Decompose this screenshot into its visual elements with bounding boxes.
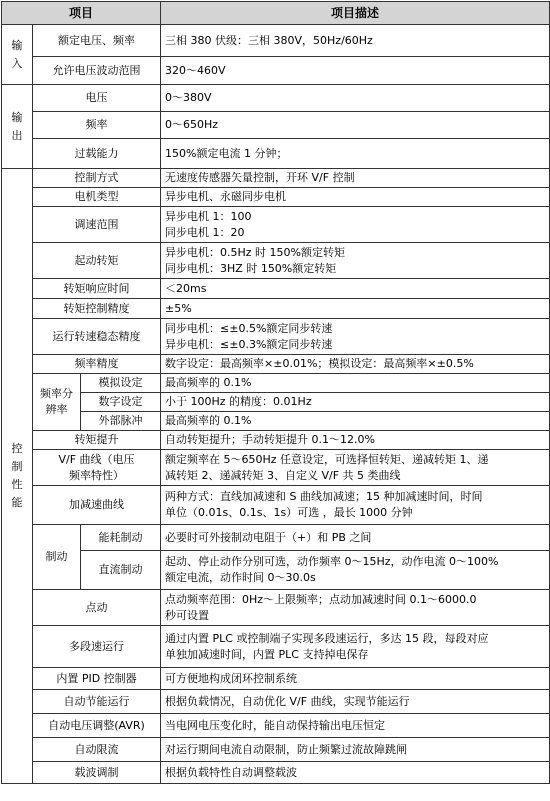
freq-resolution-label: 频率分 辨率	[33, 374, 81, 431]
table-row	[2, 431, 550, 450]
desc-cell: 异步电机 1：100 同步电机 1：20	[161, 207, 550, 243]
desc-cell: 两种方式：直线加减速和 S 曲线加减速；15 种加减速时间，时间 单位（0.01s、0.1s、1s）可选 ，最长 1000 分钟	[161, 486, 550, 525]
table-row	[2, 626, 550, 668]
item-cell: 额定电压、频率	[33, 25, 161, 57]
header-row	[2, 2, 550, 25]
table-row	[2, 714, 550, 738]
desc-cell: 当电网电压变化时，能自动保持输出电压恒定	[161, 714, 550, 738]
table-row	[2, 393, 550, 412]
desc-cell: 可方便地构成闭环控制系统	[161, 668, 550, 690]
table-row	[2, 668, 550, 690]
item-cell: 能耗制动	[81, 525, 161, 551]
table-row	[2, 551, 550, 590]
table-row	[2, 525, 550, 551]
desc-cell: 根据负载情况，自动优化 V/F 曲线，实现节能运行	[161, 690, 550, 714]
item-cell: 点动	[33, 590, 161, 626]
desc-cell: ＜20ms	[161, 279, 550, 299]
desc-cell: 起动、停止动作分别可选，动作频率 0～15Hz，动作电流 0～100% 额定电流，动作时间 0～30.0s	[161, 551, 550, 590]
desc-cell: 150%额定电流 1 分钟；	[161, 139, 550, 169]
desc-cell: 320～460V	[161, 57, 550, 85]
table-row	[2, 299, 550, 319]
category-control: 控 制 性 能	[2, 169, 33, 784]
table-row	[2, 243, 550, 279]
item-cell: 过载能力	[33, 139, 161, 169]
item-cell: 频率	[33, 112, 161, 139]
table-row	[2, 279, 550, 299]
desc-cell: 最高频率的 0.1%	[161, 412, 550, 431]
item-cell: 自动电压调整(AVR)	[33, 714, 161, 738]
item-cell: 载波调制	[33, 762, 161, 784]
desc-cell: ±5%	[161, 299, 550, 319]
item-cell: 电压	[33, 85, 161, 112]
table-row	[2, 139, 550, 169]
desc-cell: 0～380V	[161, 85, 550, 112]
item-cell: 转矩响应时间	[33, 279, 161, 299]
desc-cell: 无速度传感器矢量控制，开环 V/F 控制	[161, 169, 550, 188]
item-cell: 外部脉冲	[81, 412, 161, 431]
desc-cell: 根据负载特性自动调整载波	[161, 762, 550, 784]
table-row	[2, 85, 550, 112]
spec-table	[1, 1, 550, 784]
table-row	[2, 188, 550, 207]
item-cell: V/F 曲线（电压 频率特性）	[33, 450, 161, 486]
desc-cell: 自动转矩提升；手动转矩提升 0.1～12.0%	[161, 431, 550, 450]
item-cell: 允许电压波动范围	[33, 57, 161, 85]
desc-cell: 0～650Hz	[161, 112, 550, 139]
item-cell: 频率精度	[33, 355, 161, 374]
desc-cell: 小于 100Hz 的精度：0.01Hz	[161, 393, 550, 412]
item-cell: 直流制动	[81, 551, 161, 590]
table-row	[2, 590, 550, 626]
desc-cell: 对运行期间电流自动限制，防止频繁过流故障跳闸	[161, 738, 550, 762]
header-item: 项目	[2, 2, 161, 25]
item-cell: 自动节能运行	[33, 690, 161, 714]
table-row	[2, 207, 550, 243]
desc-cell: 通过内置 PLC 或控制端子实现多段速运行，多达 15 段，每段对应 单独加减速时间，内置 PLC 支持掉电保存	[161, 626, 550, 668]
table-row	[2, 169, 550, 188]
item-cell: 控制方式	[33, 169, 161, 188]
table-row	[2, 450, 550, 486]
item-cell: 模拟设定	[81, 374, 161, 393]
table-row	[2, 412, 550, 431]
item-cell: 起动转矩	[33, 243, 161, 279]
desc-cell: 必要时可外接制动电阻于（+）和 PB 之间	[161, 525, 550, 551]
item-cell: 加减速曲线	[33, 486, 161, 525]
desc-cell: 最高频率的 0.1%	[161, 374, 550, 393]
table-row	[2, 738, 550, 762]
item-cell: 内置 PID 控制器	[33, 668, 161, 690]
item-cell: 转矩提升	[33, 431, 161, 450]
item-cell: 调速范围	[33, 207, 161, 243]
brake-label: 制动	[33, 525, 81, 590]
desc-cell: 异步电机：0.5Hz 时 150%额定转矩 同步电机：3HZ 时 150%额定转矩	[161, 243, 550, 279]
table-row	[2, 112, 550, 139]
table-row	[2, 374, 550, 393]
item-cell: 运行转速稳态精度	[33, 319, 161, 355]
category-output: 输 出	[2, 85, 33, 169]
header-description: 项目描述	[161, 2, 550, 25]
desc-cell: 数字设定：最高频率×±0.01%；模拟设定：最高频率×±0.5%	[161, 355, 550, 374]
desc-cell: 额定频率在 5～650Hz 任意设定，可选择恒转矩、递减转矩 1、递 减转矩 2、递减转矩 3、自定义 V/F 共 5 类曲线	[161, 450, 550, 486]
table-row	[2, 690, 550, 714]
desc-cell: 三相 380 伏级：三相 380V，50Hz/60Hz	[161, 25, 550, 57]
category-input: 输 入	[2, 25, 33, 85]
table-row	[2, 57, 550, 85]
table-row	[2, 25, 550, 57]
desc-cell: 同步电机：≤±0.5%额定同步转速 异步电机：≤±0.3%额定同步转速	[161, 319, 550, 355]
table-row	[2, 355, 550, 374]
table-row	[2, 486, 550, 525]
table-row	[2, 319, 550, 355]
desc-cell: 点动频率范围：0Hz～上限频率；点动加减速时间 0.1～6000.0 秒可设置	[161, 590, 550, 626]
item-cell: 数字设定	[81, 393, 161, 412]
item-cell: 电机类型	[33, 188, 161, 207]
desc-cell: 异步电机、永磁同步电机	[161, 188, 550, 207]
item-cell: 转矩控制精度	[33, 299, 161, 319]
table-row	[2, 762, 550, 784]
item-cell: 自动限流	[33, 738, 161, 762]
item-cell: 多段速运行	[33, 626, 161, 668]
